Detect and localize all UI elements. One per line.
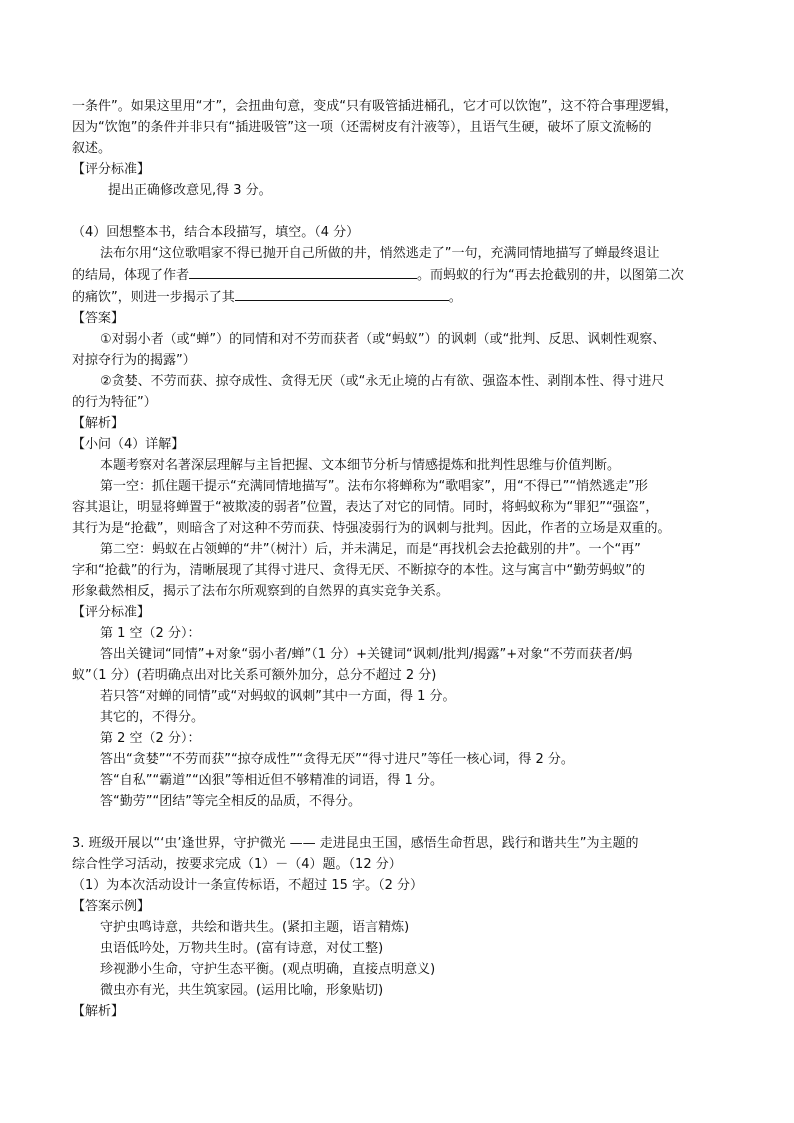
text-line: 因为“饮饱”的条件并非只有“插进吸管”这一项（还需树皮有汁液等），且语气生硬，破坏了原文流畅的	[72, 120, 652, 135]
text-line: 答出关键词“同情”+对象“弱小者/蝉”（1 分）+关键词“讽刺/批判/揭露”+对象“不劳而获者/蚂	[100, 647, 633, 662]
text-line: 答出“贪婪”“不劳而获”“掠夺成性”“贪得无厌”“得寸进尺”等任一核心词，得 2 分。	[100, 752, 574, 767]
text-line: 蚁”（1 分）(若明确点出对比关系可额外加分，总分不超过 2 分)	[72, 668, 437, 683]
text-line: 虫语低吟处，万物共生时。(富有诗意，对仗工整)	[100, 941, 384, 956]
text-line: 若只答“对蝉的同情”或“对蚂蚁的讽刺”其中一方面，得 1 分。	[100, 689, 456, 704]
question-title: （4）回想整本书，结合本段描写，填空。（4 分）	[72, 225, 360, 240]
text-line: 答“自私”“霸道”“凶狠”等相近但不够精准的词语，得 1 分。	[100, 773, 443, 788]
fill-blank-line	[72, 286, 722, 308]
text-line: 珍视渺小生命，守护生态平衡。(观点明确，直接点明意义)	[100, 962, 436, 977]
text-line: 提出正确修改意见,得 3 分。	[108, 183, 272, 198]
text-line: 本题考察对名著深层理解与主旨把握、文本细节分析与情感提炼和批判性思维与价值判断。	[100, 458, 621, 473]
section-header: 【解析】	[72, 416, 125, 431]
section-header: 【评分标准】	[72, 605, 151, 620]
text-line: 一条件”。如果这里用“才”，会扭曲句意，变成“只有吸管插进桶孔，它才可以饮饱”，这不符合事理逻辑，	[72, 99, 678, 114]
question-subtitle: （1）为本次活动设计一条宣传标语，不超过 15 字。（2 分）	[72, 878, 423, 893]
text-line: ①对弱小者（或“蝉”）的同情和对不劳而获者（或“蚂蚁”）的讽刺（或“批判、反思、讽刺性观察、	[100, 332, 666, 347]
section-header: 【答案】	[72, 311, 125, 326]
text-segment: 的结局，体现了作者	[72, 268, 190, 283]
text-line: 字和“抢截”的行为，清晰展现了其得寸进尺、贪得无厌、不断掠夺的本性。这与寓言中“勤劳蚂蚁”的	[72, 563, 645, 578]
question-title: 综合性学习活动，按要求完成（1）－（4）题。（12 分）	[72, 857, 402, 872]
text-line: ②贪婪、不劳而获、掠夺成性、贪得无厌（或“永无止境的占有欲、强盗本性、剥削本性、得寸进尺	[100, 374, 665, 389]
text-line: 第 1 空（2 分）：	[100, 626, 201, 641]
text-segment: 。	[448, 290, 462, 305]
blank-2[interactable]	[235, 286, 449, 301]
section-header: 【解析】	[72, 1004, 125, 1019]
question-title: 3. 班级开展以“‘虫’逢世界，守护微光 —— 走进昆虫王国，感悟生命哲思，践行和谐共生”为主题的	[72, 836, 639, 851]
text-line: 叙述。	[72, 141, 112, 156]
text-line: 的行为特征”）	[72, 395, 157, 410]
section-header: 【答案示例】	[72, 899, 151, 914]
text-line: 其它的，不得分。	[100, 710, 205, 725]
section-header: 【小问（4）详解】	[72, 437, 185, 452]
text-line: 第二空：蚂蚁在占领蝉的“井”（树汁）后，并未满足，而是“再找机会去抢截别的井”。一个“再”	[100, 542, 641, 557]
text-segment: 。而蚂蚁的行为“再去抢截别的井，以图第二次	[417, 268, 684, 283]
text-line: 微虫亦有光，共生筑家园。(运用比喻，形象贴切)	[100, 983, 384, 998]
text-segment: 的痛饮”，则进一步揭示了其	[72, 290, 235, 305]
text-line: 容其退让，明显将蝉置于“被欺凌的弱者”位置，表达了对它的同情。同时，将蚂蚁称为“罪犯”“强盗”，	[72, 500, 659, 515]
text-line: 法布尔用“这位歌唱家不得已抛开自己所做的井，悄然逃走了”一句，充满同情地描写了蝉最终退让	[100, 246, 660, 261]
document-page	[72, 96, 722, 1022]
text-line: 形象截然相反，揭示了法布尔所观察到的自然界的真实竞争关系。	[72, 584, 450, 599]
text-line: 对掠夺行为的揭露”）	[72, 353, 196, 368]
text-line: 第一空：抓住题干提示“充满同情地描写”。法布尔将蝉称为“歌唱家”，用“不得已”“悄然逃走”形	[100, 479, 648, 494]
text-line: 答“勤劳”“团结”等完全相反的品质，不得分。	[100, 794, 361, 809]
section-header: 【评分标准】	[72, 162, 151, 177]
fill-blank-line	[72, 264, 722, 286]
blank-1[interactable]	[189, 264, 417, 279]
text-line: 守护虫鸣诗意，共绘和谐共生。(紧扣主题，语言精炼)	[100, 920, 410, 935]
text-line: 第 2 空（2 分）：	[100, 731, 201, 746]
text-line: 其行为是“抢截”，则暗含了对这种不劳而获、恃强凌弱行为的讽刺与批判。因此，作者的立场是双重的。	[72, 521, 671, 536]
